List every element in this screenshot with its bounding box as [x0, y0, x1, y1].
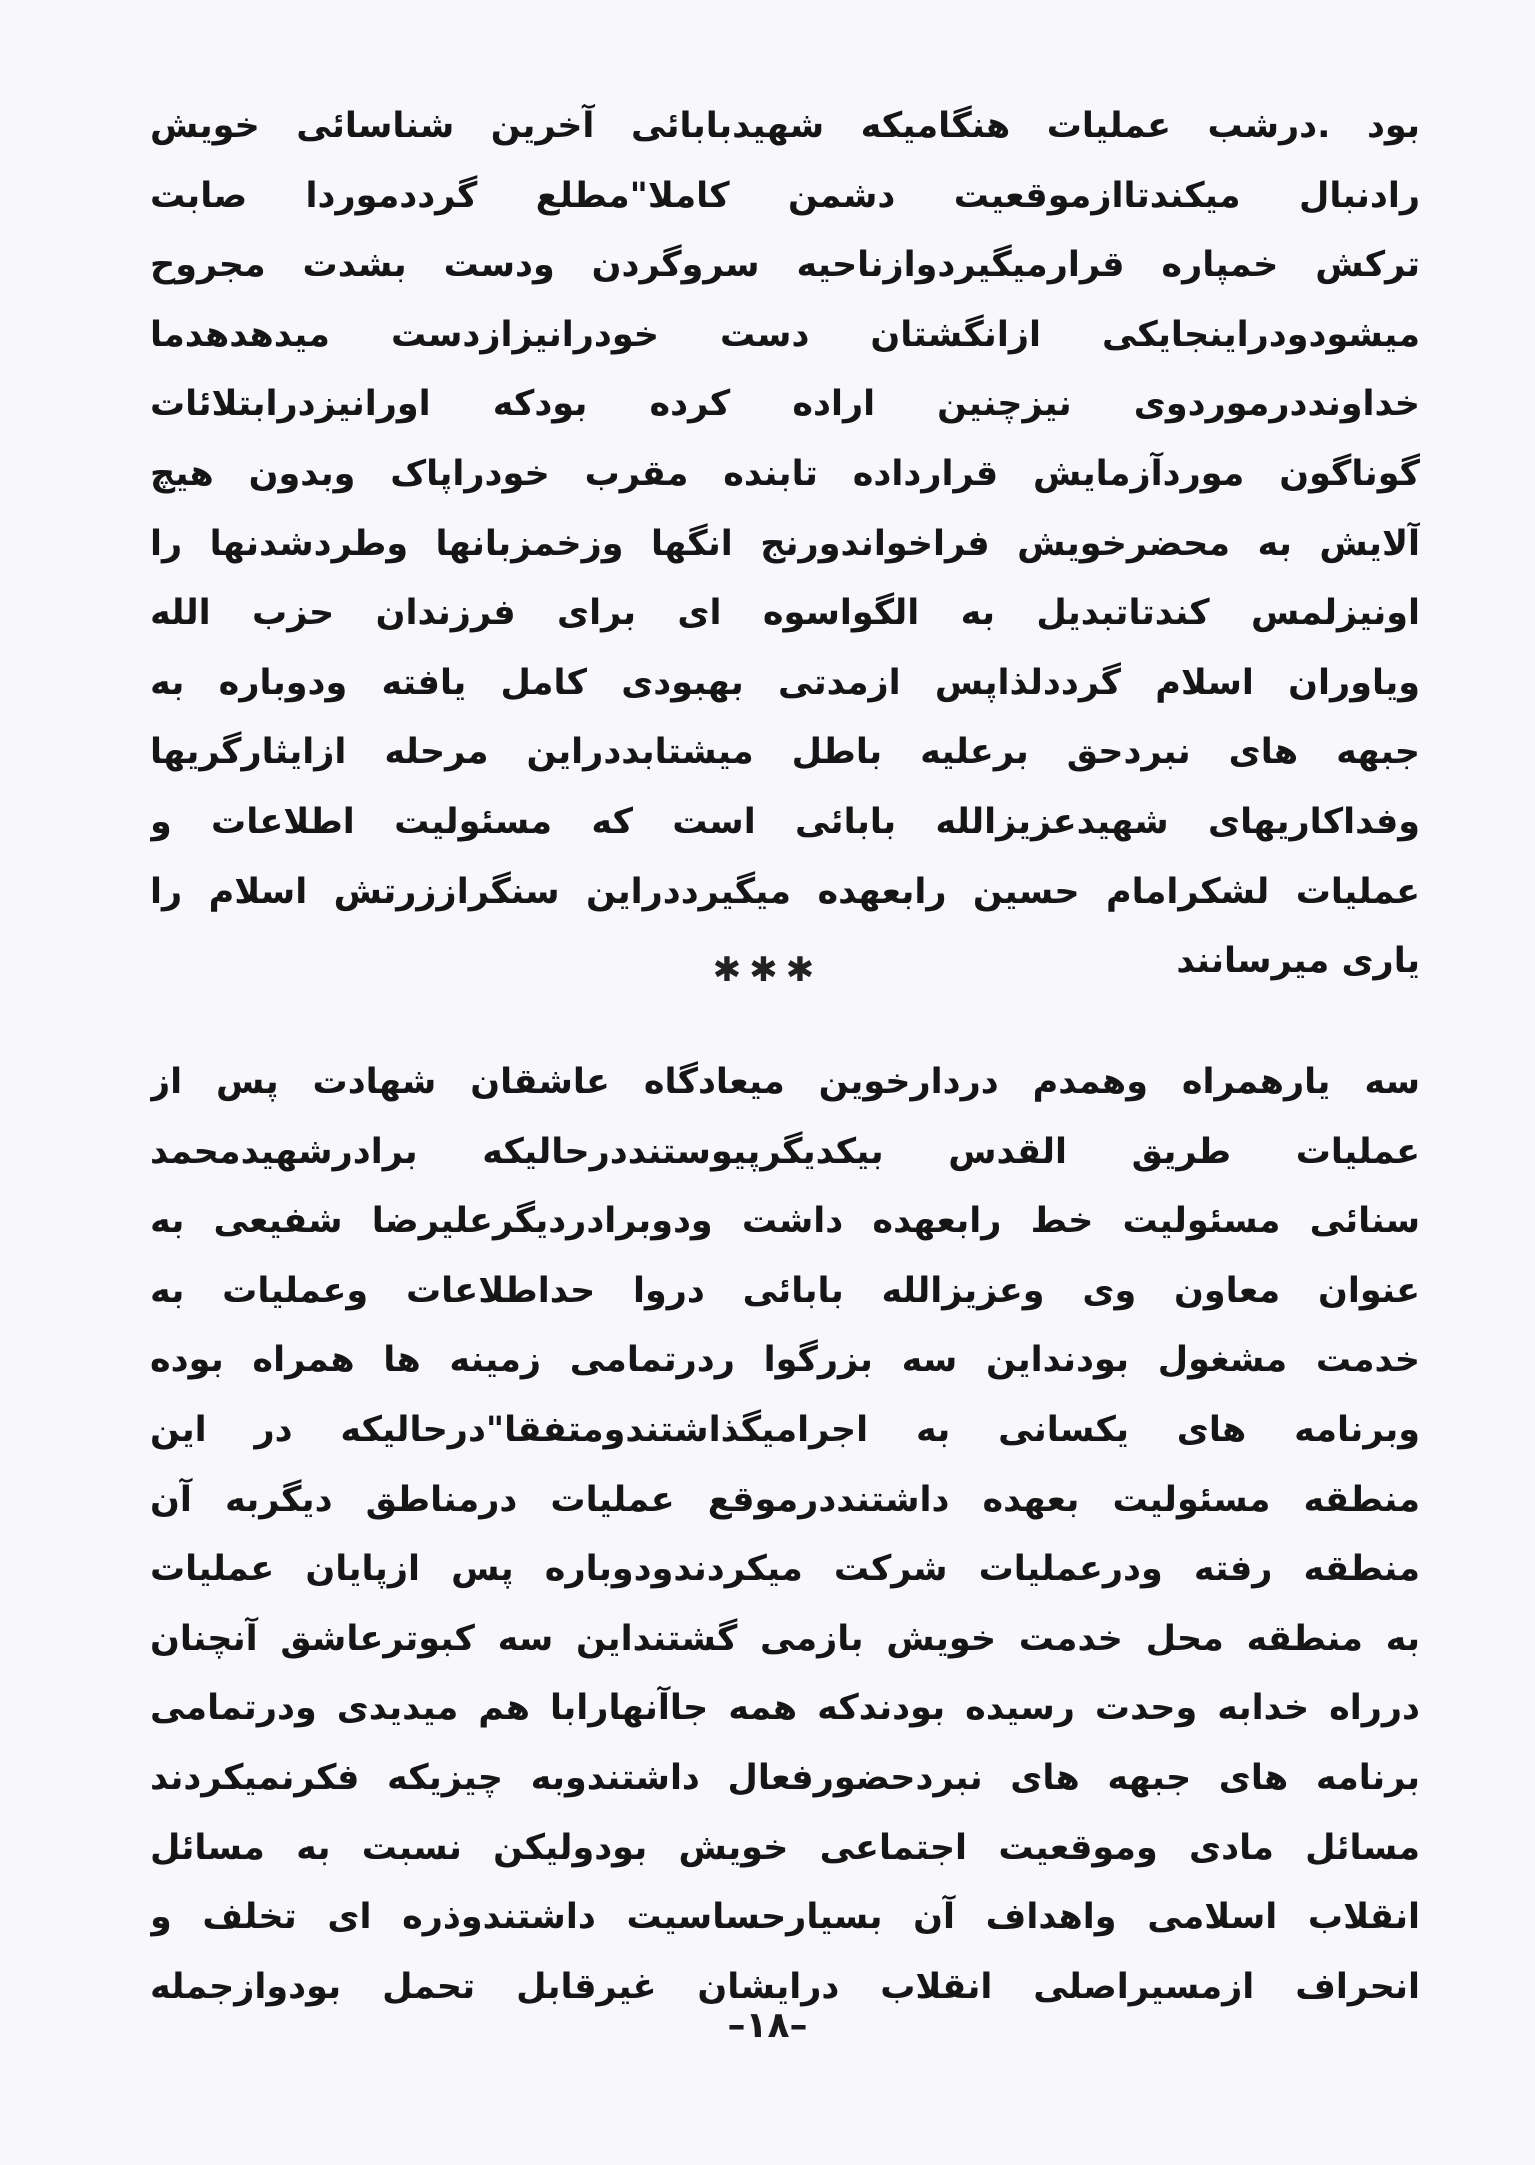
- text-line: میشودودراینجایکی ازانگشتان دست خودرانیزازدست میدهدهدما: [150, 314, 1420, 355]
- section-separator: ✱✱✱: [712, 950, 823, 990]
- paragraph-1: [150, 92, 1420, 997]
- text-line: انحراف ازمسیراصلی انقلاب درایشان غیرقابل تحمل بودوازجمله: [150, 1966, 1420, 2007]
- text-line: عنوان معاون وی وعزیزالله بابائی دروا حداطلاعات وعملیات به: [150, 1270, 1420, 1311]
- text-line: مسائل مادی وموقعیت اجتماعی خویش بودولیکن نسبت به مسائل: [150, 1827, 1420, 1868]
- text-line: بود .درشب عملیات هنگامیکه شهیدبابائی آخرین شناسائی خویش: [150, 106, 1420, 146]
- paragraph-2: [150, 1048, 1420, 2022]
- text-line: وفداکاریهای شهیدعزیزالله بابائی است که مسئولیت اطلاعات و: [150, 801, 1420, 842]
- text-line: انقلاب اسلامی واهداف آن بسیارحساسیت داشتندوذره ای تخلف و: [150, 1897, 1420, 1938]
- text-line: ترکش خمپاره قرارمیگیردوازناحیه سروگردن ودست بشدت مجروح: [150, 245, 1420, 286]
- text-line: درراه خدابه وحدت رسیده بودندکه همه جاآنهارابا هم میدیدی ودرتمامی: [150, 1688, 1420, 1729]
- text-line: یاری میرسانند: [1176, 941, 1420, 982]
- text-line: گوناگون موردآزمایش قرارداده تابنده مقرب خودراپاک وبدون هیچ: [150, 453, 1420, 494]
- text-line: سنائی مسئولیت خط رابعهده داشت ودوبرادردیگرعلیرضا شفیعی به: [150, 1201, 1420, 1242]
- text-line: عملیات لشکرامام حسین رابعهده میگیرددراین سنگراززرتش اسلام را: [150, 871, 1420, 912]
- text-line: به منطقه محل خدمت خویش بازمی گشتنداین سه کبوترعاشق آنچنان: [150, 1618, 1420, 1659]
- text-line: خداونددرموردوی نیزچنین اراده کرده بودکه اورانیزدرابتلائات: [150, 384, 1420, 425]
- text-line: عملیات طریق القدس بیکدیگرپیوستنددرحالیکه برادرشهیدمحمد: [150, 1131, 1420, 1172]
- text-line: خدمت مشغول بودنداین سه بزرگوا ردرتمامی زمینه ها همراه بوده: [150, 1340, 1420, 1381]
- text-line: رادنبال میکندتاازموقعیت دشمن کاملا"مطلع گرددموردا صابت: [150, 175, 1420, 216]
- text-line: آلایش به محضرخویش فراخواندورنج انگها وزخمزبانها وطردشدنها را: [150, 523, 1420, 564]
- text-line: سه یارهمراه وهمدم دردارخوین میعادگاه عاشقان شهادت پس از: [150, 1062, 1420, 1102]
- text-line: اونیزلمس کندتاتبدیل به الگواسوه ای برای فرزندان حزب الله: [150, 593, 1420, 634]
- text-line: جبهه های نبردحق برعلیه باطل میشتابددراین مرحله ازایثارگریها: [150, 732, 1420, 773]
- text-line: ویاوران اسلام گرددلذاپس ازمدتی بهبودی کامل یافته ودوباره به: [150, 662, 1420, 703]
- text-line: برنامه های جبهه های نبردحضورفعال داشتندوبه چیزیکه فکرنمیکردند: [150, 1757, 1420, 1798]
- page-number: –۱۸–: [727, 2005, 808, 2046]
- text-line: منطقه رفته ودرعملیات شرکت میکردندودوباره پس ازپایان عملیات: [150, 1549, 1420, 1590]
- text-line: منطقه مسئولیت بعهده داشتنددرموقع عملیات درمناطق دیگربه آن: [150, 1479, 1420, 1520]
- text-line: وبرنامه های یکسانی به اجرامیگذاشتندومتفقا"درحالیکه در این: [150, 1409, 1420, 1450]
